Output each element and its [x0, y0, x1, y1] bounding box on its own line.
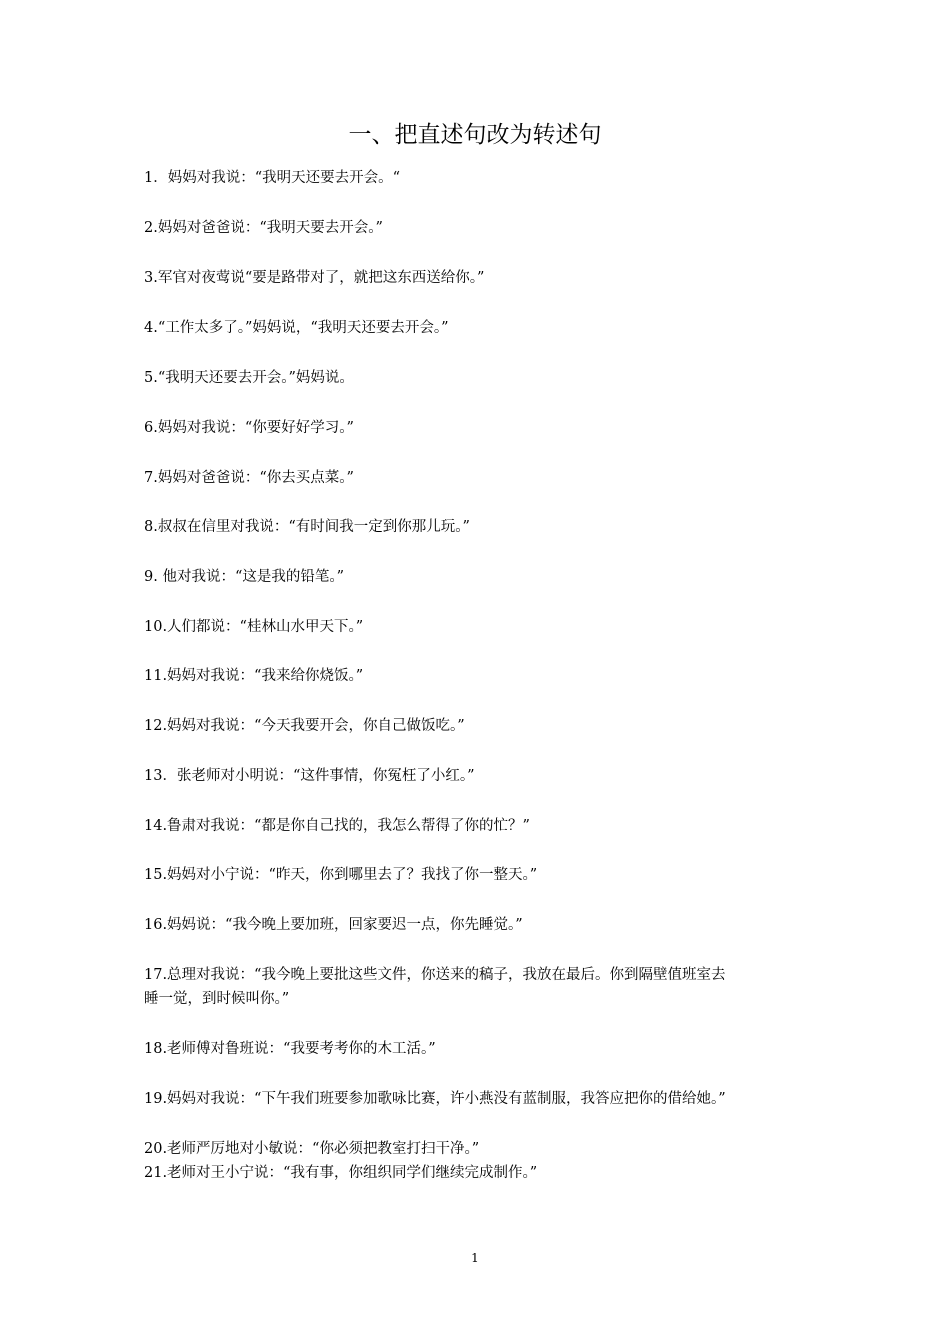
exercise-item-14: 14.鲁肃对我说：“都是你自己找的，我怎么帮得了你的忙？”	[144, 818, 530, 834]
exercise-item-20: 20.老师严厉地对小敏说：“你必须把教室打扫干净。”	[144, 1141, 480, 1157]
page-title: 一、把直述句改为转述句	[348, 122, 602, 148]
exercise-item-17-continued: 睡一觉，到时候叫你。”	[144, 991, 290, 1007]
page-number: 1	[471, 1251, 479, 1265]
exercise-item-7: 7.妈妈对爸爸说：“你去买点菜。”	[144, 470, 354, 486]
exercise-item-13: 13．张老师对小明说：“这件事情，你冤枉了小红。”	[144, 768, 475, 784]
exercise-item-21: 21.老师对王小宁说：“我有事，你组织同学们继续完成制作。”	[144, 1165, 538, 1181]
exercise-item-15: 15.妈妈对小宁说：“昨天，你到哪里去了？我找了你一整天。”	[144, 867, 538, 883]
exercise-item-6: 6.妈妈对我说：“你要好好学习。”	[144, 420, 354, 436]
exercise-item-18: 18.老师傅对鲁班说：“我要考考你的木工活。”	[144, 1041, 436, 1057]
exercise-item-1: 1．妈妈对我说：“我明天还要去开会。“	[144, 170, 401, 186]
exercise-item-17: 17.总理对我说：“我今晚上要批这些文件，你送来的稿子，我放在最后。你到隔壁值班室去	[144, 967, 726, 983]
exercise-item-19: 19.妈妈对我说：“下午我们班要参加歌咏比赛，许小燕没有蓝制服，我答应把你的借给她。”	[144, 1091, 726, 1107]
exercise-item-12: 12.妈妈对我说：“今天我要开会，你自己做饭吃。”	[144, 718, 465, 734]
exercise-item-3: 3.军官对夜莺说“要是路带对了，就把这东西送给你。”	[144, 270, 485, 286]
exercise-item-9: 9. 他对我说：“这是我的铅笔。”	[144, 569, 345, 585]
exercise-item-11: 11.妈妈对我说：“我来给你烧饭。”	[144, 668, 364, 684]
exercise-item-4: 4.“工作太多了。”妈妈说，“我明天还要去开会。”	[144, 320, 449, 336]
exercise-item-16: 16.妈妈说：“我今晚上要加班，回家要迟一点，你先睡觉。”	[144, 917, 523, 933]
exercise-item-10: 10.人们都说：“桂林山水甲天下。”	[144, 619, 364, 635]
exercise-item-2: 2.妈妈对爸爸说：“我明天要去开会。”	[144, 220, 383, 236]
exercise-item-8: 8.叔叔在信里对我说：“有时间我一定到你那儿玩。”	[144, 519, 470, 535]
exercise-item-5: 5.“我明天还要去开会。”妈妈说。	[144, 370, 354, 386]
